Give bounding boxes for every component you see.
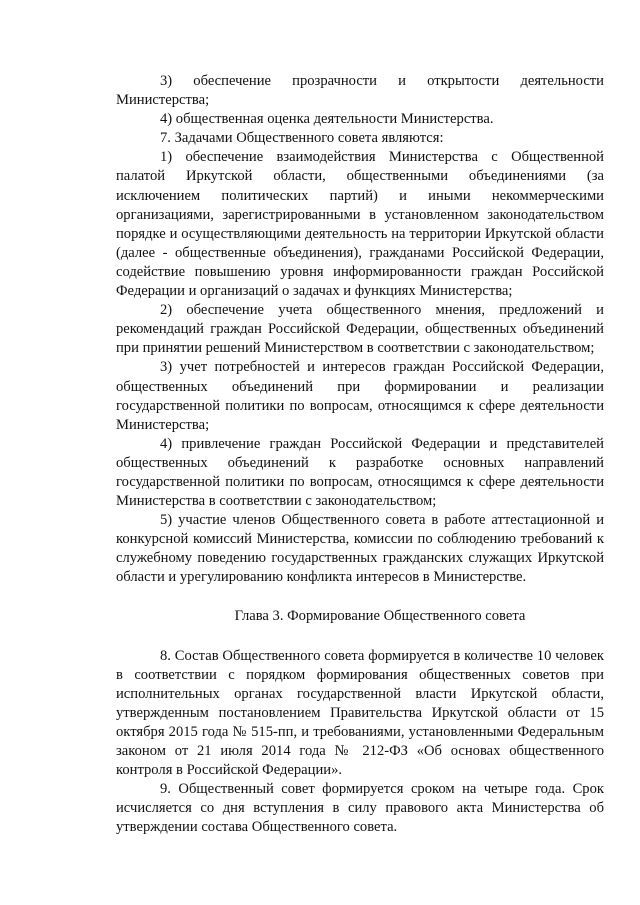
paragraph-4-public-assessment: 4) общественная оценка деятельности Министерства. — [160, 111, 494, 128]
task-4-involvement: 4) привлечение граждан Российской Федерации и представителей общественных объединений к разработке основных направлений государственной политики по вопросам, относящимся к сфере деятельности Министерства в соответствии с законодательством; — [116, 435, 604, 510]
task-2-public-opinion: 2) обеспечение учета общественного мнения, предложений и рекомендаций граждан Российской Федерации, общественных объединений при принятии решений Министерством в соответствии с законодательством; — [116, 302, 604, 357]
task-5-commissions: 5) участие членов Общественного совета в работе аттестационной и конкурсной комиссий Министерства, комиссии по соблюдению требований к служебному поведению государственных гражданских служащих Иркутской области и урегулированию конфликта интересов в Министерстве. — [116, 512, 604, 586]
task-3-needs-interests: 3) учет потребностей и интересов граждан Российской Федерации, общественных объединений при формировании и реализации государственной политики по вопросам, относящимся к сфере деятельности Министерства; — [116, 359, 604, 433]
task-1-interaction: 1) обеспечение взаимодействия Министерства с Общественной палатой Иркутской области, общественными объединениями (за исключением политических партий) и иными некоммерческими организациями, зарегистрированными в установленном законодательством порядке и осуществляющими деятельность на территории Иркутской области (далее - общественные объединения), гражданами Российской Федерации, содействие повышению уровня информированности граждан Российской Федерации и организаций о задачах и функциях Министерства; — [116, 149, 604, 300]
paragraph-7-tasks-heading: 7. Задачами Общественного совета являются: — [160, 130, 444, 147]
paragraph-8-composition: 8. Состав Общественного совета формируется в количестве 10 человек в соответствии с порядком формирования общественных советов при исполнительных органах государственной власти Иркутской области, утвержденным постановлением Правительства Иркутской области от 15 октября 2015 года № 515-пп, и требованиями, установленными Федеральным законом от 21 июля 2014 года № 212-ФЗ «Об основах общественного контроля в Российской Федерации». — [116, 647, 604, 779]
paragraph-3-transparency: 3) обеспечение прозрачности и открытости деятельности Министерства; — [116, 73, 604, 109]
chapter-3-title: Глава 3. Формирование Общественного совета — [234, 607, 526, 624]
paragraph-9-term: 9. Общественный совет формируется сроком на четыре года. Срок исчисляется со дня вступления в силу правового акта Министерства об утверждении состава Общественного совета. — [116, 781, 604, 836]
document-page — [116, 72, 604, 838]
